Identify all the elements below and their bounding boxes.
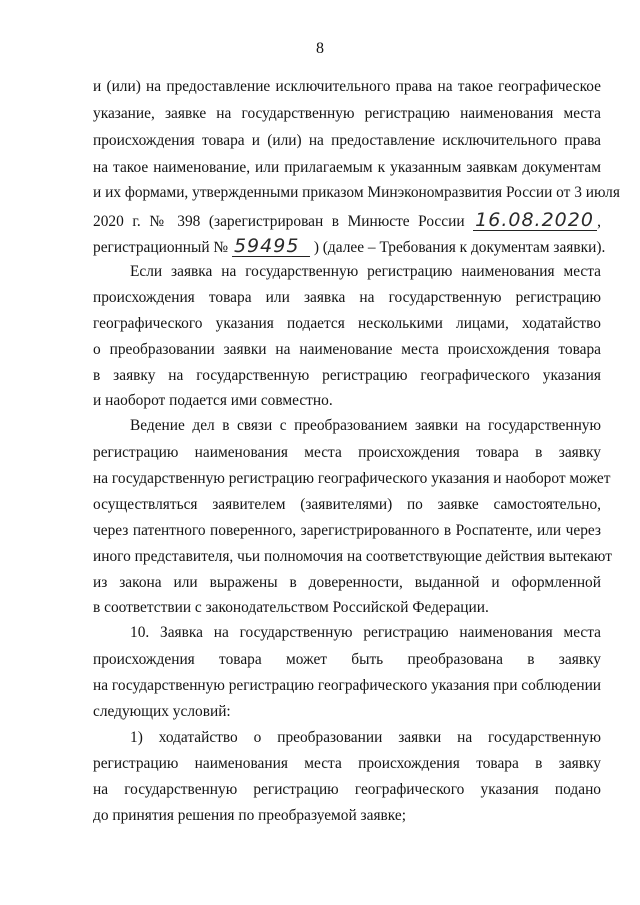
text-line: следующих условий: (93, 703, 231, 720)
text-line: и (или) на предоставление исключительного права на такое географическое (93, 78, 601, 95)
line-text: регистрационный № (93, 239, 229, 256)
text-line: осуществляться заявителем (заявителями) по заявке самостоятельно, (93, 496, 601, 513)
text-line: Ведение дел в связи с преобразованием заявки на государственную (130, 417, 601, 434)
text-line: до принятия решения по преобразуемой заявке; (93, 807, 407, 824)
text-line: из закона или выражены в доверенности, выданной и оформленной (93, 574, 601, 591)
line-text: 2020 г. № 398 (зарегистрирован в Минюсте России (93, 213, 465, 230)
text-line: географического указания подается несколькими лицами, ходатайство (93, 315, 601, 332)
handwritten-registration-date: 16.08.2020 (473, 210, 597, 231)
text-line: указание, заявке на государственную регистрацию наименования места (93, 105, 601, 122)
text-line: иного представителя, чьи полномочия на соответствующие действия вытекают (93, 548, 612, 565)
text-line: Если заявка на государственную регистрацию наименования места (130, 263, 601, 280)
text-line: и наоборот подается ими совместно. (93, 392, 333, 409)
text-line: в заявку на государственную регистрацию географического указания (93, 367, 601, 384)
text-line: 10. Заявка на государственную регистрацию наименования места (130, 624, 601, 641)
text-line: 1) ходатайство о преобразовании заявки на государственную (130, 729, 601, 746)
text-line: о преобразовании заявки на наименование места происхождения товара (93, 341, 601, 358)
text-line: регистрацию наименования места происхождения товара в заявку (93, 755, 601, 772)
page-number: 8 (316, 40, 324, 57)
text-line: на государственную регистрацию географического указания подано (93, 781, 601, 798)
text-line: происхождения товара может быть преобразована в заявку (93, 651, 601, 668)
text-line-with-reg-number (93, 235, 606, 258)
text-line: в соответствии с законодательством Российской Федерации. (93, 599, 489, 616)
text-line-with-date (93, 210, 601, 232)
text-line: происхождения товара или заявка на государственную регистрацию (93, 289, 601, 306)
text-line: через патентного поверенного, зарегистрированного в Роспатенте, или через (93, 522, 601, 539)
text-line: на такое наименование, или прилагаемым к указанным заявкам документам (93, 159, 601, 176)
text-line: и их формами, утвержденными приказом Минэкономразвития России от 3 июля (93, 184, 620, 201)
text-line: на государственную регистрацию географического указания и наоборот может (93, 470, 611, 487)
line-text: ) (далее – Требования к документам заявки). (313, 239, 606, 256)
text-line: происхождения товара и (или) на предоставление исключительного права (93, 132, 601, 149)
handwritten-registration-number: 59495 (232, 236, 310, 257)
text-line: регистрацию наименования места происхождения товара в заявку (93, 444, 601, 461)
text-line: на государственную регистрацию географического указания при соблюдении (93, 677, 602, 694)
line-text: , (597, 213, 601, 230)
